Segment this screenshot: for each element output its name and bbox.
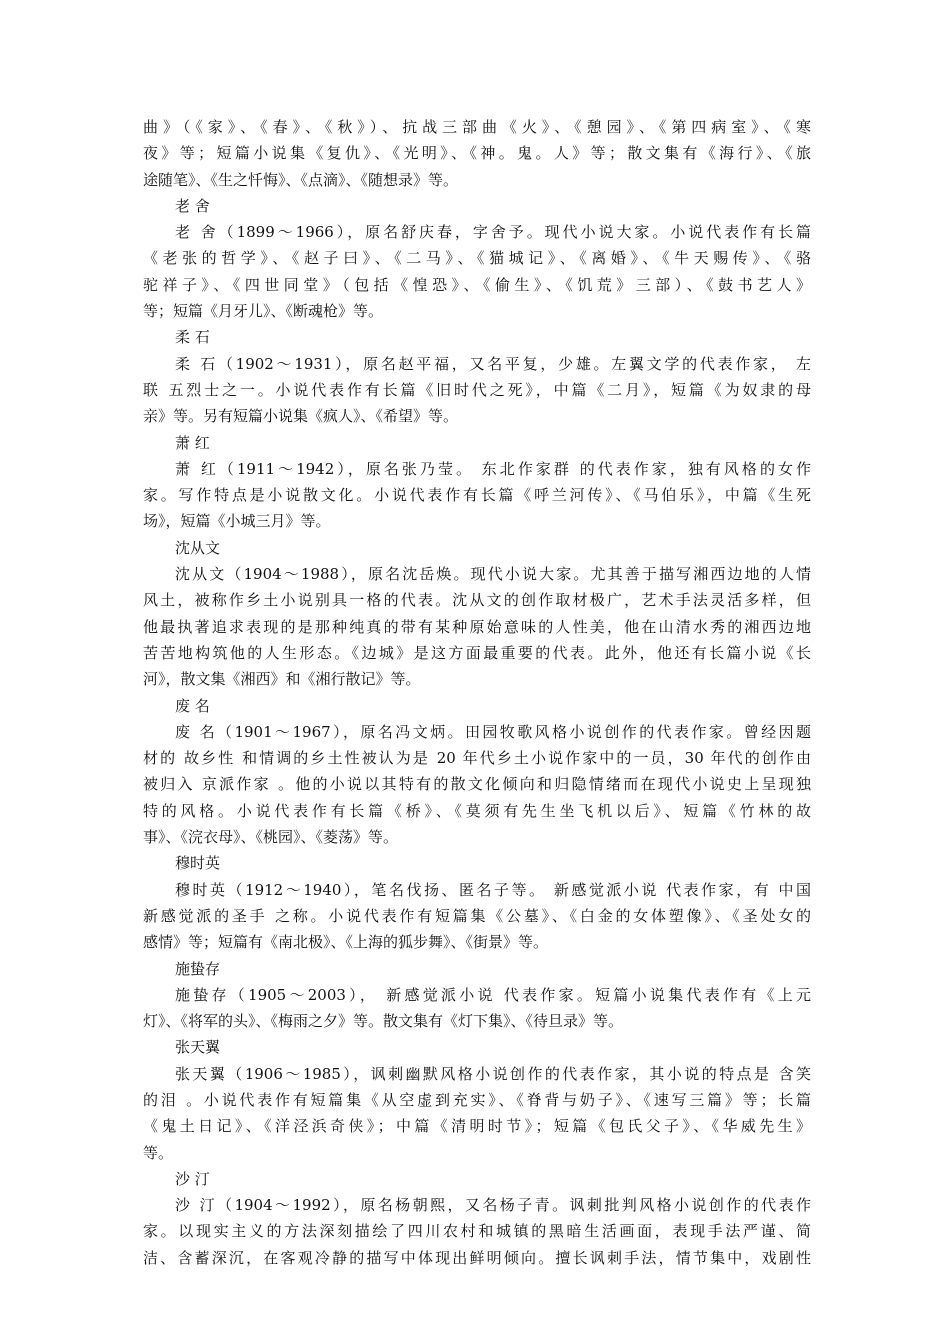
paragraph-first-line: 沈从文（1904～1988），原名沈岳焕。现代小说大家。尤其善于描写湘西边地的人情 xyxy=(175,565,811,584)
text-line: 家。以现实主义的方法深刻描绘了四川农村和城镇的黑暗生活画面，表现手法严谨、简 xyxy=(143,1222,811,1241)
text-line: 夜》等；短篇小说集《复仇》、《光明》、《神。鬼。人》等；散文集有《海行》、《旅 xyxy=(143,144,811,163)
text-line: 场》，短篇《小城三月》等。 xyxy=(143,512,331,531)
text-line: 灯》、《将军的头》、《梅雨之夕》等。散文集有《灯下集》、《待旦录》等。 xyxy=(143,1012,624,1031)
document-body xyxy=(143,114,811,1271)
author-heading: 萧 红 xyxy=(175,433,210,452)
author-heading: 废 名 xyxy=(175,696,210,715)
paragraph-first-line: 老 舍（1899～1966），原名舒庆春，字舍予。现代小说大家。小说代表作有长篇 xyxy=(175,223,811,242)
text-line: 等。 xyxy=(143,1143,174,1162)
text-line: 感情》等；短篇有《南北极》、《上海的狐步舞》、《街景》等。 xyxy=(143,933,549,952)
text-line: 材的 故乡性 和情调的乡土性被认为是 20 年代乡土小说作家中的一员，30 年代的创作由 xyxy=(143,749,811,768)
paragraph-first-line: 张天翼（1906～1985），讽刺幽默风格小说创作的代表作家，其小说的特点是 含笑 xyxy=(175,1064,811,1083)
paragraph-first-line: 施蛰存（1905～2003）， 新感觉派小说 代表作家。短篇小说集代表作有《上元 xyxy=(175,985,811,1004)
text-line: 《鬼土日记》、《洋泾浜奇侠》；中篇《清明时节》；短篇《包氏父子》、《华威先生》 xyxy=(143,1117,811,1136)
text-line: 《老张的哲学》、《赵子曰》、《二马》、《猫城记》、《离婚》、《牛天赐传》、《骆 xyxy=(143,249,811,268)
text-line: 亲》等。另有短篇小说集《疯人》、《希望》等。 xyxy=(143,407,459,426)
author-heading: 沈从文 xyxy=(175,538,221,557)
text-line: 的泪 。小说代表作有短篇集《从空虚到充实》、《脊背与奶子》、《速写三篇》等；长篇 xyxy=(143,1090,811,1109)
text-line: 途随笔》、《生之忏悔》、《点滴》、《随想录》等。 xyxy=(143,170,459,189)
paragraph-first-line: 萧 红（1911～1942），原名张乃莹。 东北作家群 的代表作家，独有风格的女作 xyxy=(175,459,811,478)
author-heading: 穆时英 xyxy=(175,854,221,873)
text-line: 家。写作特点是小说散文化。小说代表作有长篇《呼兰河传》、《马伯乐》，中篇《生死 xyxy=(143,486,811,505)
text-line: 他最执著追求表现的是那种纯真的带有某种原始意味的人性美，他在山清水秀的湘西边地 xyxy=(143,617,811,636)
paragraph-first-line: 沙 汀（1904～1992），原名杨朝熙，又名杨子青。讽刺批判风格小说创作的代表作 xyxy=(175,1196,811,1215)
paragraph-first-line: 柔 石（1902～1931），原名赵平福，又名平复，少雄。左翼文学的代表作家， 左 xyxy=(175,354,811,373)
text-line: 风土，被称作乡土小说别具一格的代表。沈从文的创作取材极广，艺术手法灵活多样，但 xyxy=(143,591,811,610)
text-line: 等；短篇《月牙儿》、《断魂枪》等。 xyxy=(143,302,384,321)
text-line: 联 五烈士之一。小说代表作有长篇《旧时代之死》，中篇《二月》，短篇《为奴隶的母 xyxy=(143,380,811,399)
paragraph-first-line: 穆时英（1912～1940），笔名伐扬、匿名子等。 新感觉派小说 代表作家，有 中国 xyxy=(175,880,811,899)
text-line: 洁、含蓄深沉，在客观冷静的描写中体现出鲜明倾向。擅长讽刺手法，情节集中，戏剧性 xyxy=(143,1248,811,1267)
text-line: 事》、《浣衣母》、《桃园》、《菱荡》等。 xyxy=(143,828,399,847)
author-heading: 张天翼 xyxy=(175,1038,221,1057)
text-line: 曲》（《家》、《春》、《秋》）、抗战三部曲《火》、《憩园》、《第四病室》、《寒 xyxy=(143,118,811,136)
text-line: 驼祥子》、《四世同堂》（包括《惶恐》、《偷生》、《饥荒》三部）、《鼓书艺人》 xyxy=(143,275,811,294)
text-line: 苦苦地构筑他的人生形态。《边城》是这方面最重要的代表。此外，他还有长篇小说《长 xyxy=(143,643,811,662)
author-heading: 老 舍 xyxy=(175,196,210,215)
author-heading: 施蛰存 xyxy=(175,959,221,978)
paragraph-first-line: 废 名（1901～1967），原名冯文炳。田园牧歌风格小说创作的代表作家。曾经因题 xyxy=(175,722,811,741)
text-line: 特的风格。小说代表作有长篇《桥》、《莫须有先生坐飞机以后》、短篇《竹林的故 xyxy=(143,801,811,820)
text-line: 被归入 京派作家 。他的小说以其特有的散文化倾向和归隐情绪而在现代小说史上呈现独 xyxy=(143,775,811,794)
author-heading: 柔 石 xyxy=(175,328,210,347)
author-heading: 沙 汀 xyxy=(175,1169,210,1188)
text-line: 新感觉派的圣手 之称。小说代表作有短篇集《公墓》、《白金的女体塑像》、《圣处女的 xyxy=(143,906,811,925)
text-line: 河》，散文集《湘西》和《湘行散记》等。 xyxy=(143,670,421,689)
